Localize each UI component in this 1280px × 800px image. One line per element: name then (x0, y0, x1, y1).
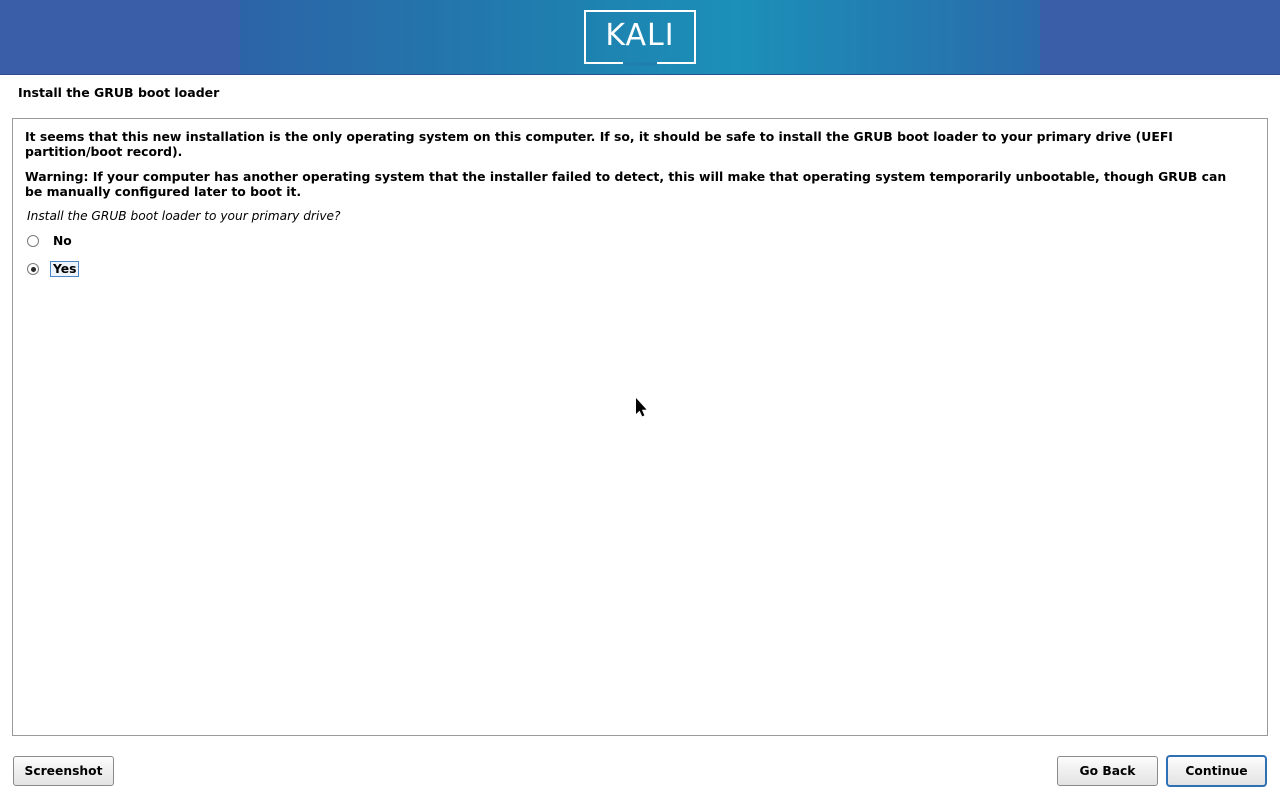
go-back-button[interactable]: Go Back (1057, 756, 1158, 786)
question-label: Install the GRUB boot loader to your primary drive? (27, 209, 341, 223)
kali-logo (584, 10, 696, 64)
radio-icon-yes[interactable] (27, 263, 39, 275)
banner-divider (0, 74, 1280, 75)
radio-option-yes[interactable] (27, 259, 1255, 279)
warning-paragraph: Warning: If your computer has another operating system that the installer failed to detect, this will make that operating system temporarily unbootable, though GRUB can be manually configured later to boot it. (25, 169, 1227, 199)
screenshot-button[interactable]: Screenshot (13, 756, 114, 786)
radio-icon-no[interactable] (27, 235, 39, 247)
info-paragraph: It seems that this new installation is the only operating system on this computer. If so, it should be safe to install the GRUB boot loader to your primary drive (UEFI partition/boot record). (25, 129, 1173, 159)
radio-option-no[interactable] (27, 231, 1255, 251)
kali-logo-text: KALI (605, 18, 675, 53)
page-title: Install the GRUB boot loader (18, 85, 220, 100)
content-panel (12, 118, 1268, 736)
radio-label-yes[interactable]: Yes (50, 261, 79, 277)
continue-button[interactable]: Continue (1166, 755, 1267, 787)
kali-logo-notch (623, 62, 657, 66)
radio-label-no[interactable]: No (53, 234, 72, 248)
kali-banner (0, 0, 1280, 74)
